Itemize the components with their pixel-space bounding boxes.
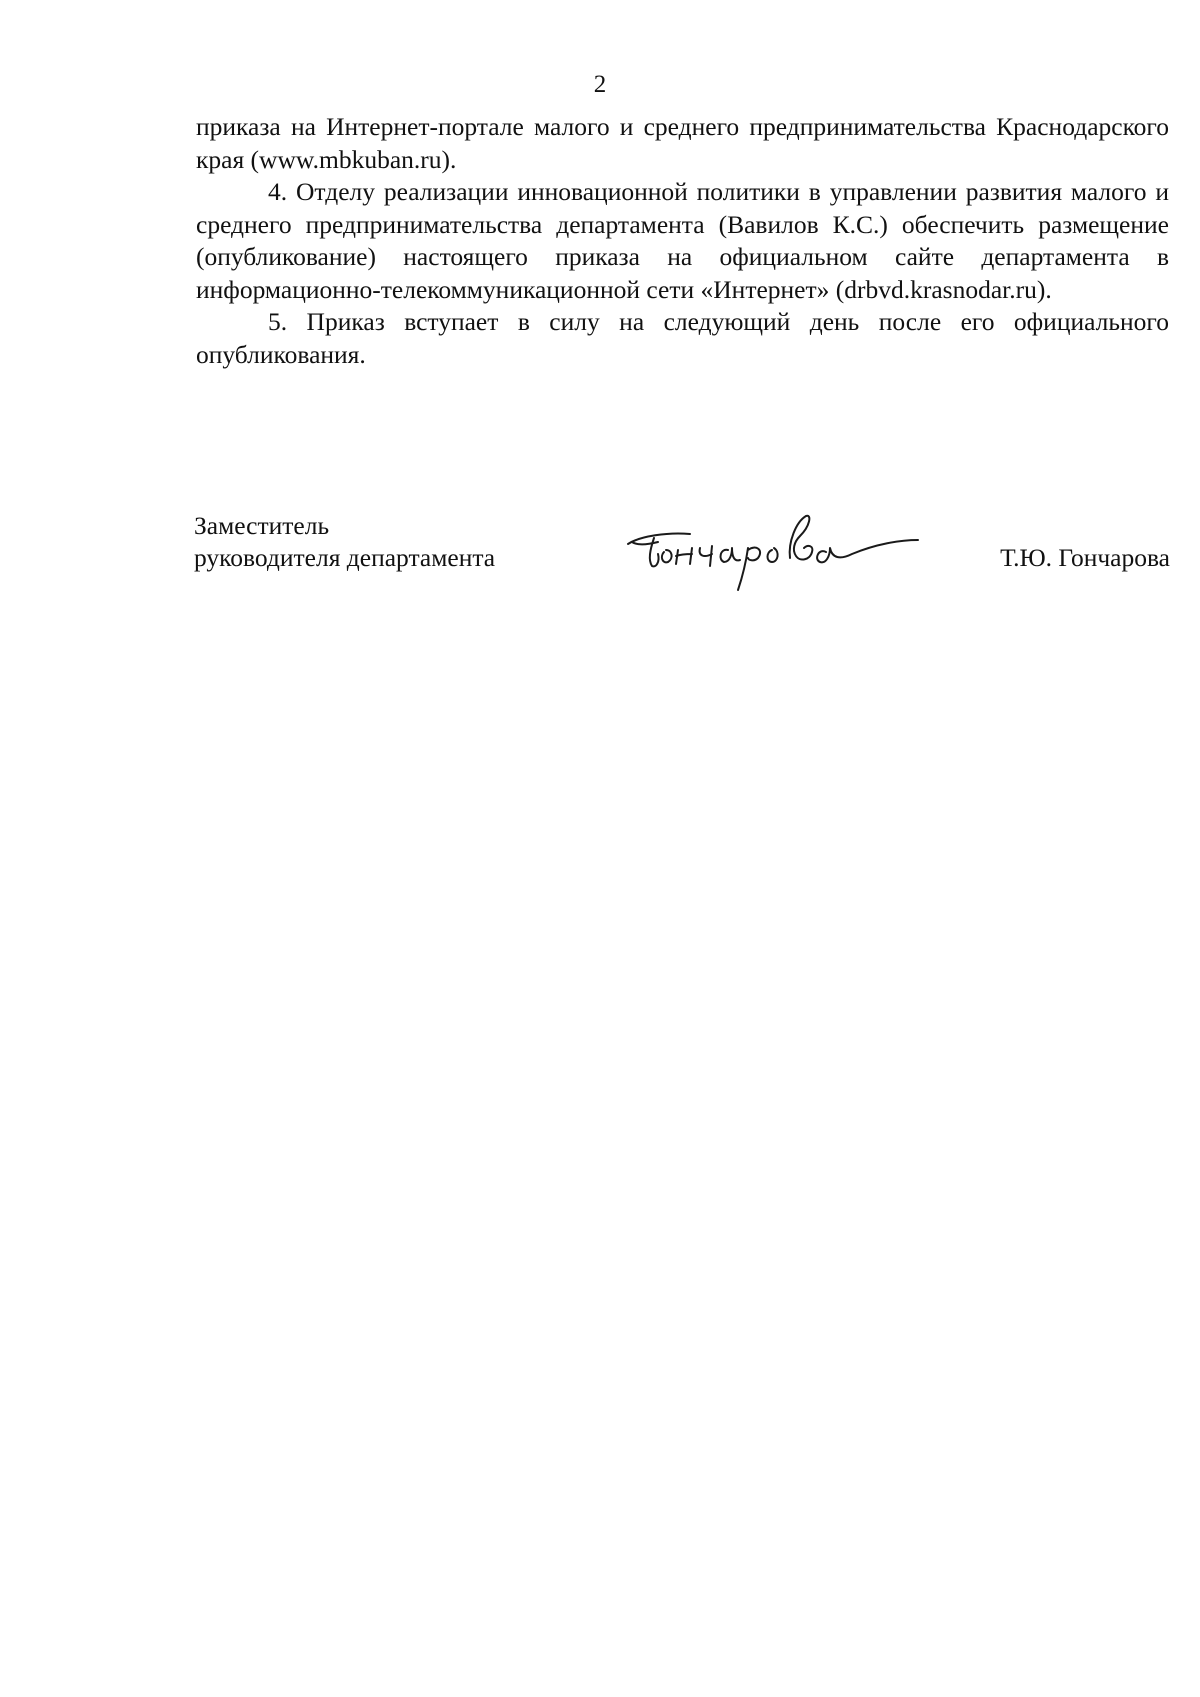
handwritten-signature xyxy=(620,492,920,592)
paragraph-item-4: 4. Отделу реализации инновационной политики в управлении развития малого и среднего предпринимательства департамента (Вавилов К.С.) обеспечить размещение (опубликование) настоящего приказа на официальном сайте департамента в информационно-телекоммуникационной сети «Интернет» (drbvd.krasnodar.ru). xyxy=(196,177,1169,304)
paragraph-item-5: 5. Приказ вступает в силу на следующий день после его официального опубликования. xyxy=(196,307,1169,369)
signer-name: Т.Ю. Гончарова xyxy=(1000,543,1170,572)
signer-title-line-1: Заместитель xyxy=(194,511,330,540)
signature-block xyxy=(194,510,1170,580)
page-number: 2 xyxy=(593,71,607,98)
signer-title-line-2: руководителя департамента xyxy=(194,543,496,572)
document-body xyxy=(196,111,1169,371)
paragraph-continuation: приказа на Интернет-портале малого и среднего предпринимательства Краснодарского края (www.mbkuban.ru). xyxy=(196,112,1169,174)
signer-title xyxy=(194,510,495,574)
